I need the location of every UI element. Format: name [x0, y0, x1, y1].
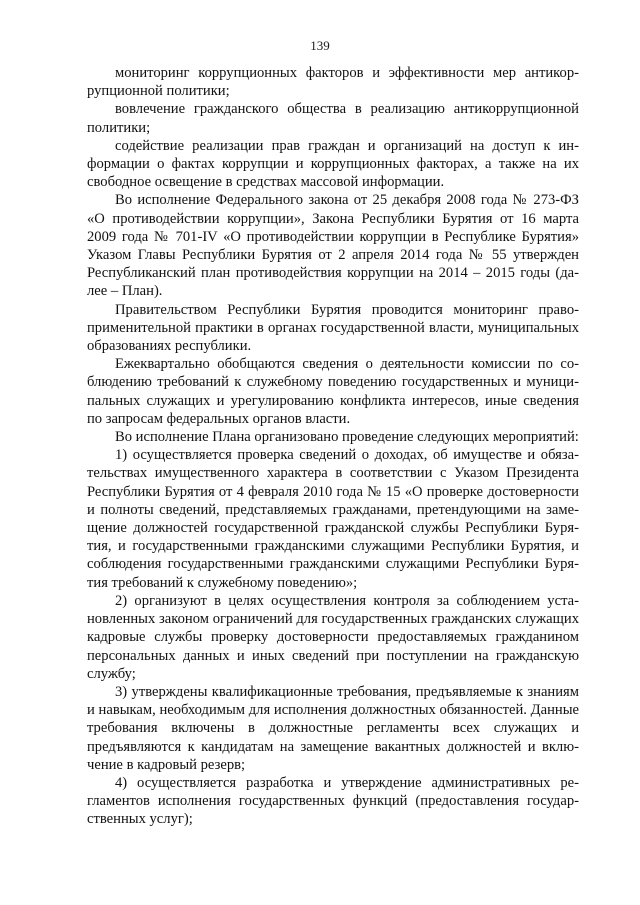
paragraph-2: вовлечение гражданского общества в реализацию антикоррупционной политики; — [87, 101, 579, 136]
list-item-4: 4) осуществляется разработка и утверждение административных регламентов исполнения государственных функций (предоставления государственных услуг); — [87, 774, 579, 828]
paragraph-4: Во исполнение Федерального закона от 25 декабря 2008 года № 273-ФЗ «О противодействии коррупции», Закона Республики Бурятия от 16 марта 2009 года № 701-IV «О противодействии коррупции в Республике Бурятия» Указом Главы Республики Бурятия от 2 апреля 2014 года № 55 утвержден Республиканский план противодействия коррупции на 2014 – 2015 годы (далее – План). — [87, 192, 579, 300]
page-number: 139 — [310, 38, 330, 53]
list-item-2: 2) организуют в целях осуществления контроля за соблюдением установленных законом ограничений для государственных гражданских служащих кадровые службы проверку достоверности предоставляемых гражданином персональных данных и иных сведений при поступлении на гражданскую службу; — [87, 592, 579, 682]
document-body — [87, 64, 579, 829]
list-item-3: 3) утверждены квалификационные требования, предъявляемые к знаниям и навыкам, необходимым для исполнения должностных обязанностей. Данные требования включены в должностные регламенты всех служащих и предъявляются к кандидатам на замещение вакантных должностей и включение в кадровый резерв; — [87, 683, 579, 773]
paragraph-1: мониторинг коррупционных факторов и эффективности мер антикоррупционной политики; — [87, 65, 579, 100]
paragraph-6: Ежеквартально обобщаются сведения о деятельности комиссии по соблюдению требований к служебному поведению государственных и муниципальных служащих и урегулированию конфликта интересов, иные сведения по запросам федеральных органов власти. — [87, 356, 579, 427]
paragraph-7: Во исполнение Плана организовано проведение следующих мероприятий: — [115, 429, 579, 446]
paragraph-5: Правительством Республики Бурятия проводится мониторинг правоприменительной практики в органах государственной власти, муниципальных образованиях республики. — [87, 301, 579, 355]
list-item-1: 1) осуществляется проверка сведений о доходах, об имуществе и обязательствах имущественного характера в соответствии с Указом Президента Республики Бурятия от 4 февраля 2010 года № 15 «О проверке достоверности и полноты сведений, представляемых гражданами, претендующими на замещение должностей государственной гражданской службы Республики Бурятия, и государственными гражданскими служащими Республики Бурятия, и соблюдения государственными гражданскими служащими Республики Бурятия требований к служебному поведению»; — [87, 447, 579, 591]
paragraph-3: содействие реализации прав граждан и организаций на доступ к информации о фактах коррупции и коррупционных факторах, а также на их свободное освещение в средствах массовой информации. — [87, 137, 579, 191]
